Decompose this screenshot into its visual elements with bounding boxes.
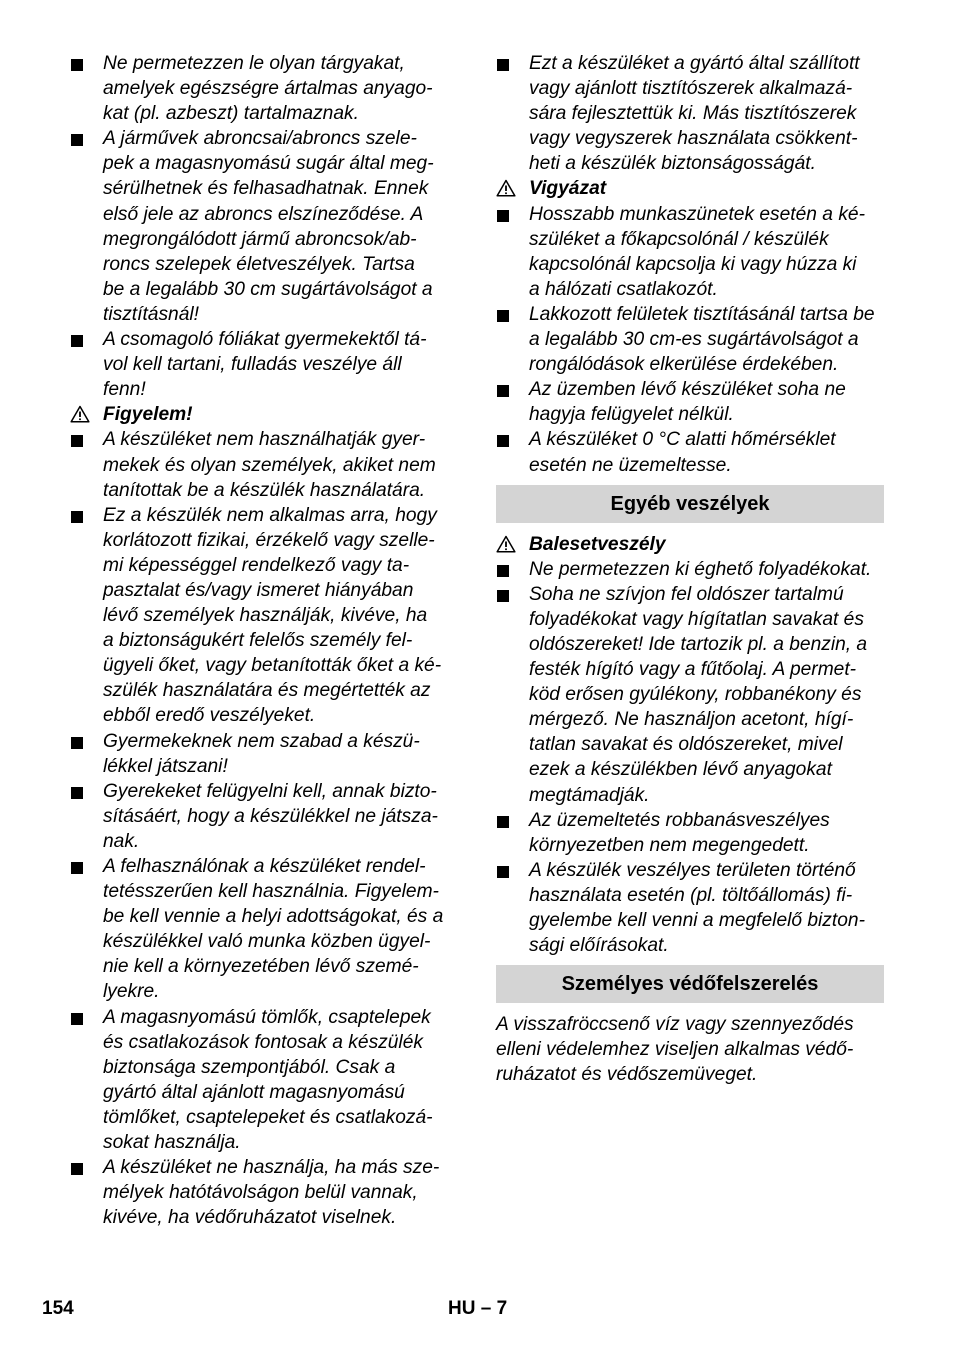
text-line: ruházatot és védőszemüveget. (496, 1064, 758, 1086)
bullet-square-icon (71, 862, 83, 874)
text-line: A felhasználónak a készüléket rendel- (103, 856, 426, 877)
text-line: vagy ajánlott tisztítószerek alkalmazá- (529, 78, 853, 100)
bullet-square-icon (497, 816, 509, 828)
text-line: heti a készülék biztonságosságát. (529, 153, 816, 175)
text-line: Hosszabb munkaszünetek esetén a ké- (529, 203, 865, 225)
warning-notice (496, 176, 884, 201)
text-line: sára fejlesztettük ki. Más tisztítószerek (529, 103, 857, 125)
text-line: ügyeli őket, vagy betanították őket a ké- (103, 655, 442, 677)
text-line: szüléket a főkapcsolónál / készülék (529, 228, 829, 250)
bullet-item (70, 126, 460, 327)
text-line: vagy vegyszerek használata csökkent- (529, 128, 858, 150)
text-line: A visszafröccsenő víz vagy szennyeződés (496, 1014, 854, 1036)
bullet-square-icon (71, 1013, 83, 1025)
text-line: a legalább 30 cm-es sugártávolságot a (529, 329, 859, 351)
bullet-item (496, 302, 884, 377)
bullet-item (70, 1155, 460, 1230)
bullet-square-icon (71, 1163, 83, 1175)
warning-triangle-icon (496, 179, 516, 197)
text-line: és csatlakozások fontosak a készülék (103, 1031, 423, 1053)
text-line: Ne permetezzen ki éghető folyadékokat. (529, 558, 872, 580)
text-line: sításáért, hogy a készülékkel ne játsza- (103, 805, 438, 827)
text-line: megtámadják. (529, 784, 650, 806)
text-line: fenn! (103, 379, 146, 401)
text-line: gyelembe kell venni a megfelelő bizton- (529, 910, 865, 931)
bullet-item (496, 582, 884, 808)
bullet-square-icon (497, 385, 509, 397)
text-line: rongálódások elkerülése érdekében. (529, 354, 839, 376)
bullet-item (70, 1005, 460, 1156)
warning-notice (70, 402, 460, 427)
text-line: kat (pl. azbeszt) tartalmaznak. (103, 103, 359, 125)
text-line: tetésszerűen kell használnia. Figyelem- (103, 881, 439, 903)
text-line: A készüléket ne használja, ha más sze- (103, 1157, 440, 1179)
text-line: hagyja felügyelet nélkül. (529, 404, 734, 426)
bullet-item (70, 854, 460, 1005)
text-line: nak. (103, 830, 140, 852)
text-line: lyekre. (103, 981, 160, 1003)
text-line: tatlan savakat és oldószereket, mivel (529, 734, 843, 756)
text-line: festék hígító vagy a fűtőolaj. A permet- (529, 659, 857, 681)
text-line: roncs szelepek életveszélyek. Tartsa (103, 253, 415, 275)
text-line: A járművek abroncsai/abroncs szele- (103, 128, 417, 150)
text-line: A készülék veszélyes területen történő (529, 859, 856, 881)
text-line: esetén ne üzemeltesse. (529, 454, 732, 476)
text-line: tanítottak be a készülék használatára. (103, 479, 426, 501)
text-line: kapcsolónál kapcsolja ki vagy húzza ki (529, 253, 857, 275)
text-line: A készüléket 0 °C alatti hőmérséklet (529, 429, 836, 451)
bullet-item (70, 427, 460, 502)
text-line: megrongálódott jármű abroncsok/ab- (103, 228, 417, 250)
bullet-square-icon (497, 590, 509, 602)
text-line: mérgező. Ne használjon acetont, hígí- (529, 709, 854, 731)
text-line: tömlőket, csaptelepeket és csatlakozá- (103, 1106, 433, 1128)
bullet-square-icon (497, 59, 509, 71)
text-line: Ezt a készüléket a gyártó által szállított (529, 53, 860, 74)
bullet-item (496, 557, 884, 582)
bullet-item (496, 427, 884, 477)
section-heading: Személyes védőfelszerelés (496, 965, 884, 1003)
bullet-square-icon (71, 737, 83, 749)
text-line: szülék használatára és megértették az (103, 680, 431, 702)
bullet-square-icon (497, 866, 509, 878)
bullet-item (70, 729, 460, 779)
section-heading: Egyéb veszélyek (496, 485, 884, 523)
section-label: HU – 7 (448, 1298, 508, 1319)
bullet-square-icon (497, 565, 509, 577)
bullet-square-icon (71, 511, 83, 523)
text-line: A csomagoló fóliákat gyermekektől tá- (103, 329, 427, 351)
text-line: be kell vennie a helyi adottságokat, és a (103, 906, 444, 928)
text-line: oldószereket! Ide tartozik pl. a benzin, a (529, 633, 868, 655)
text-line: be a legalább 30 cm sugártávolságot a (103, 278, 433, 300)
bullet-item (496, 858, 884, 958)
text-line: gyártó által ajánlott magasnyomású (103, 1081, 405, 1103)
text-line: elleni védelemhez viseljen alkalmas védő- (496, 1039, 854, 1061)
text-line: Gyerekeket felügyelni kell, annak bizto- (103, 780, 437, 802)
bullet-item (70, 51, 460, 126)
text-line: lékkel játszani! (103, 755, 228, 777)
text-line: ebből eredő veszélyeket. (103, 705, 316, 727)
warning-label: Vigyázat (529, 178, 607, 200)
bullet-item (70, 327, 460, 402)
bullet-square-icon (71, 59, 83, 71)
text-line: a biztonságukért felelős személy fel- (103, 630, 413, 652)
text-line: első jele az abroncs elszíneződése. A (103, 203, 424, 225)
text-line: lévő személyek használják, kivéve, ha (103, 605, 428, 627)
text-line: köd erősen gyúlékony, robbanékony és (529, 684, 862, 706)
bullet-square-icon (71, 787, 83, 799)
text-line: a hálózati csatlakozót. (529, 278, 718, 300)
bullet-item (70, 503, 460, 729)
text-line: mélyek hatótávolságon belül vannak, (103, 1182, 418, 1204)
text-line: mi képességgel rendelkező vagy ta- (103, 554, 410, 576)
bullet-item (496, 808, 884, 858)
text-line: A magasnyomású tömlők, csaptelepek (103, 1006, 431, 1028)
text-line: sokat használja. (103, 1132, 241, 1154)
warning-triangle-icon (70, 405, 90, 423)
text-line: pek a magasnyomású sugár által meg- (103, 153, 434, 175)
text-line: amelyek egészségre ártalmas anyago- (103, 78, 433, 100)
text-line: vol kell tartani, fulladás veszélye áll (103, 354, 402, 376)
text-line: tisztításnál! (103, 303, 199, 325)
bullet-square-icon (71, 435, 83, 447)
right-column (496, 51, 884, 1087)
text-line: használata esetén (pl. töltőállomás) fi- (529, 884, 853, 906)
text-line: készülékkel való munka közben ügyel- (103, 931, 431, 953)
text-line: A készüléket nem használhatják gyer- (103, 429, 426, 451)
bullet-item (496, 377, 884, 427)
text-line: sérülhetnek és felhasadhatnak. Ennek (103, 178, 429, 200)
text-line: Az üzemeltetés robbanásveszélyes (529, 809, 830, 831)
text-line: kivéve, ha védőruházatot viselnek. (103, 1207, 397, 1229)
warning-triangle-icon (496, 535, 516, 553)
text-line: környezetben nem megengedett. (529, 834, 810, 856)
left-column (70, 51, 460, 1230)
bullet-square-icon (71, 134, 83, 146)
text-line: Ez a készülék nem alkalmas arra, hogy (103, 504, 437, 526)
text-line: Ne permetezzen le olyan tárgyakat, (103, 53, 405, 74)
bullet-square-icon (497, 435, 509, 447)
text-line: Lakkozott felületek tisztításánál tartsa be (529, 303, 875, 325)
bullet-square-icon (497, 210, 509, 222)
warning-label: Figyelem! (103, 404, 193, 426)
text-line: mekek és olyan személyek, akiket nem (103, 454, 436, 476)
text-line: ezek a készülékben lévő anyagokat (529, 759, 832, 781)
warning-notice (496, 532, 884, 557)
text-line: sági előírásokat. (529, 935, 669, 957)
text-line: Gyermekeknek nem szabad a készü- (103, 730, 420, 752)
bullet-square-icon (71, 335, 83, 347)
text-line: Az üzemben lévő készüléket soha ne (529, 379, 846, 401)
paragraph (496, 1012, 884, 1087)
warning-label: Balesetveszély (529, 533, 666, 555)
text-line: pasztalat és/vagy ismeret hiányában (103, 579, 414, 601)
text-line: korlátozott fizikai, érzékelő vagy szelle- (103, 529, 435, 551)
text-line: biztonsága szempontjából. Csak a (103, 1056, 396, 1078)
text-line: folyadékokat vagy hígítatlan savakat és (529, 608, 864, 630)
bullet-square-icon (497, 310, 509, 322)
bullet-item (496, 202, 884, 302)
page-number: 154 (42, 1298, 74, 1319)
bullet-item (496, 51, 884, 176)
text-line: Soha ne szívjon fel oldószer tartalmú (529, 583, 844, 605)
bullet-item (70, 779, 460, 854)
text-line: nie kell a környezetében lévő szemé- (103, 956, 419, 978)
